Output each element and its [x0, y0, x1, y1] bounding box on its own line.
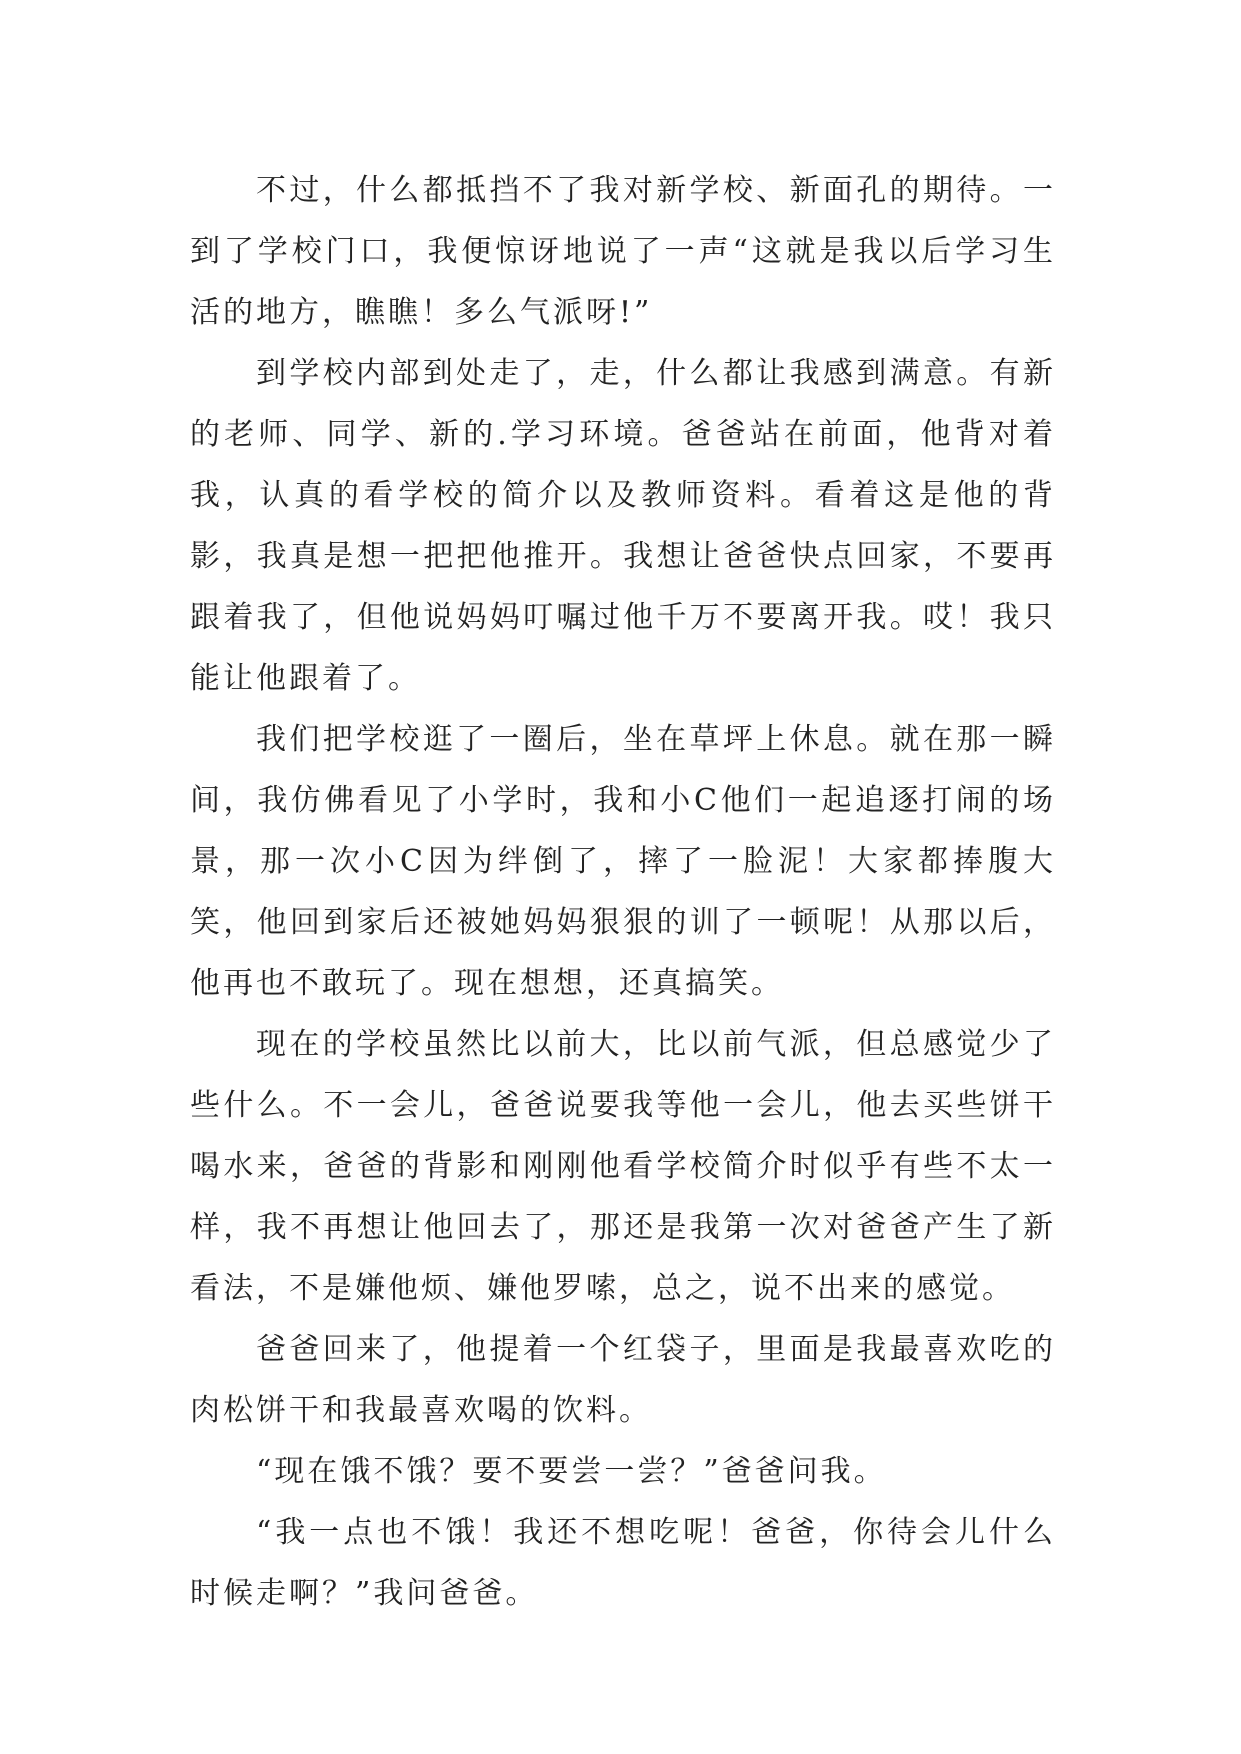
paragraph-3: 我们把学校逛了一圈后，坐在草坪上休息。就在那一瞬间，我仿佛看见了小学时，我和小C他们一起追逐打闹的场景，那一次小C因为绊倒了，摔了一脸泥！大家都捧腹大笑，他回到家后还被她妈妈狠狠的训了一顿呢！从那以后，他再也不敢玩了。现在想想，还真搞笑。	[190, 722, 1056, 1001]
paragraph-7: “我一点也不饿！我还不想吃呢！爸爸，你待会儿什么时候走啊？”我问爸爸。	[190, 1515, 1056, 1611]
paragraph-4: 现在的学校虽然比以前大，比以前气派，但总感觉少了些什么。不一会儿，爸爸说要我等他一会儿，他去买些饼干喝水来，爸爸的背影和刚刚他看学校简介时似乎有些不太一样，我不再想让他回去了，那还是我第一次对爸爸产生了新看法，不是嫌他烦、嫌他罗嗦，总之，说不出来的感觉。	[190, 1027, 1056, 1306]
paragraph-5: 爸爸回来了，他提着一个红袋子，里面是我最喜欢吃的肉松饼干和我最喜欢喝的饮料。	[190, 1332, 1056, 1428]
essay-body	[190, 160, 1056, 1624]
paragraph-2: 到学校内部到处走了，走，什么都让我感到满意。有新的老师、同学、新的.学习环境。爸爸站在前面，他背对着我，认真的看学校的简介以及教师资料。看着这是他的背影，我真是想一把把他推开。我想让爸爸快点回家，不要再跟着我了，但他说妈妈叮嘱过他千万不要离开我。哎！我只能让他跟着了。	[190, 356, 1056, 696]
paragraph-1: 不过，什么都抵挡不了我对新学校、新面孔的期待。一到了学校门口，我便惊讶地说了一声“这就是我以后学习生活的地方，瞧瞧！多么气派呀!”	[190, 173, 1056, 330]
paragraph-6: “现在饿不饿？要不要尝一尝？”爸爸问我。	[256, 1454, 887, 1489]
